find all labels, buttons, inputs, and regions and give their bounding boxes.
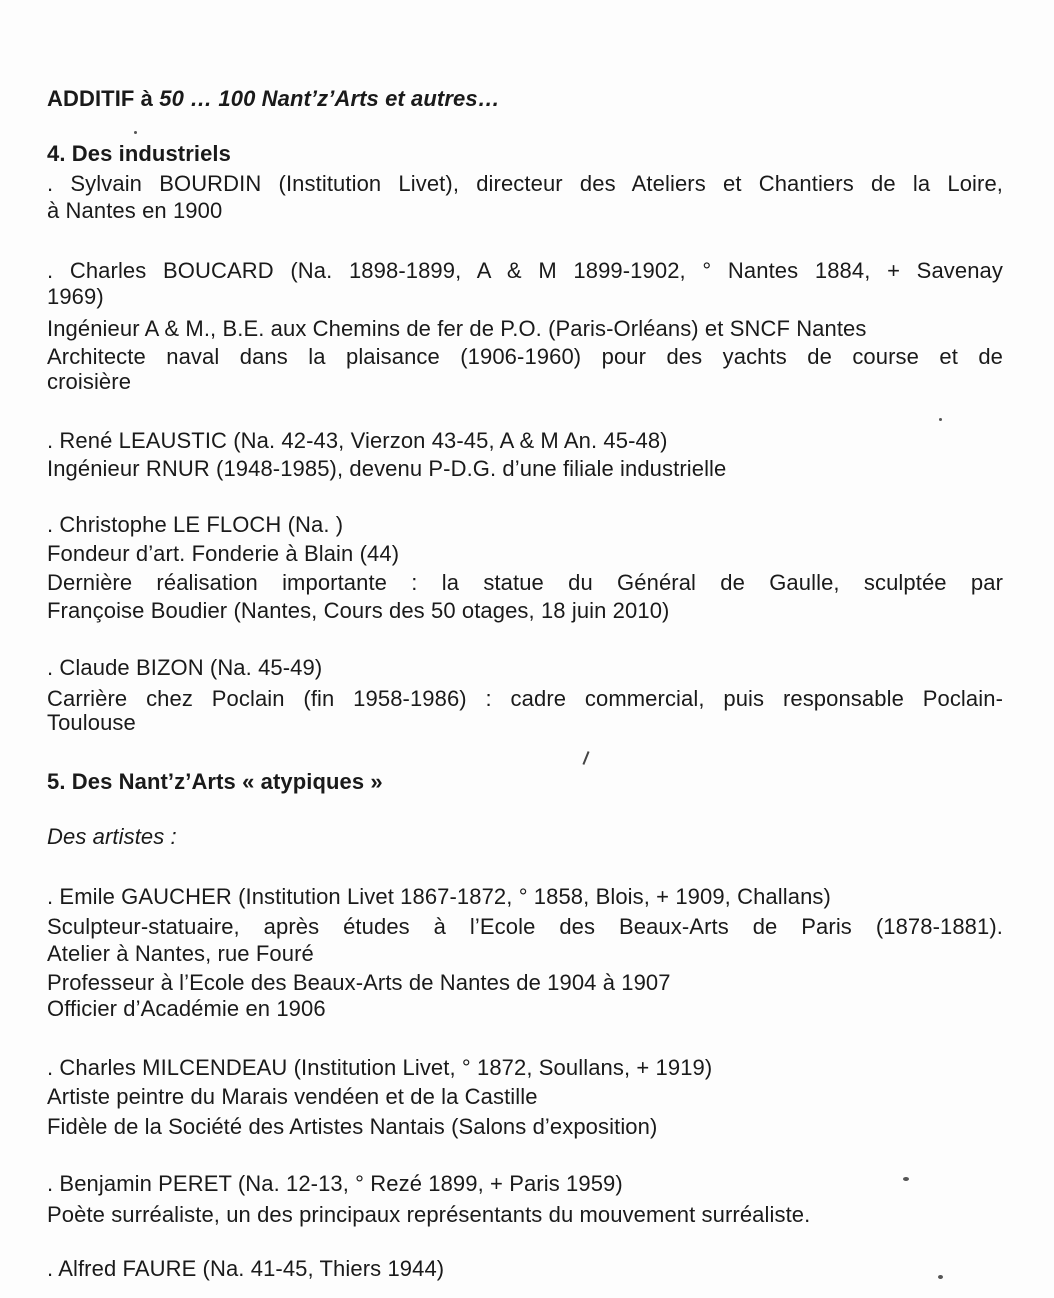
entry-peret-line-1: . Benjamin PERET (Na. 12-13, ° Rezé 1899, + Paris 1959) (47, 1171, 623, 1196)
entry-lefloch-line-2: Fondeur d’art. Fonderie à Blain (44) (47, 541, 400, 566)
entry-bizon-line-3: Toulouse (47, 710, 136, 735)
heading-italic: 50 … 100 Nant’z’Arts et autres… (159, 86, 500, 111)
entry-bourdin-line-1: . Sylvain BOURDIN (Institution Livet), directeur des Ateliers et Chantiers de la Loire, (47, 171, 1003, 196)
entry-leaustic-line-1: . René LEAUSTIC (Na. 42-43, Vierzon 43-45, A & M An. 45-48) (47, 428, 668, 453)
section-5-title: 5. Des Nant’z’Arts « atypiques » (47, 769, 383, 794)
entry-milcendeau-line-3: Fidèle de la Société des Artistes Nantais (Salons d’exposition) (47, 1114, 658, 1139)
scan-speck (134, 131, 137, 134)
entry-gaucher-line-5: Officier d’Académie en 1906 (47, 996, 326, 1021)
entry-faure-line-1: . Alfred FAURE (Na. 41-45, Thiers 1944) (47, 1256, 445, 1281)
entry-leaustic-line-2: Ingénieur RNUR (1948-1985), devenu P-D.G. d’une filiale industrielle (47, 456, 727, 481)
entry-gaucher-line-2: Sculpteur-statuaire, après études à l’Ecole des Beaux-Arts de Paris (1878-1881). (47, 914, 1003, 939)
entry-boucard-line-5: croisière (47, 369, 132, 394)
entry-bizon-line-1: . Claude BIZON (Na. 45-49) (47, 655, 323, 680)
entry-boucard-line-2: 1969) (47, 284, 104, 309)
entry-gaucher-line-3: Atelier à Nantes, rue Fouré (47, 941, 314, 966)
section-4-title: 4. Des industriels (47, 141, 231, 166)
entry-bourdin-line-2: à Nantes en 1900 (47, 198, 223, 223)
scan-speck (939, 418, 942, 421)
entry-boucard-line-1: . Charles BOUCARD (Na. 1898-1899, A & M 1899-1902, ° Nantes 1884, + Savenay (47, 258, 1003, 283)
section-5-subtitle: Des artistes : (47, 824, 177, 849)
entry-lefloch-line-4: Françoise Boudier (Nantes, Cours des 50 otages, 18 juin 2010) (47, 598, 670, 623)
entry-bizon-line-2: Carrière chez Poclain (fin 1958-1986) : cadre commercial, puis responsable Poclain- (47, 686, 1003, 711)
entry-lefloch-line-1: . Christophe LE FLOCH (Na. ) (47, 512, 344, 537)
scan-speck (903, 1177, 909, 1181)
entry-milcendeau-line-2: Artiste peintre du Marais vendéen et de la Castille (47, 1084, 538, 1109)
entry-gaucher-line-4: Professeur à l’Ecole des Beaux-Arts de Nantes de 1904 à 1907 (47, 970, 671, 995)
heading-lead: ADDITIF à (47, 86, 160, 111)
entry-milcendeau-line-1: . Charles MILCENDEAU (Institution Livet, ° 1872, Soullans, + 1919) (47, 1055, 713, 1080)
entry-peret-line-2: Poète surréaliste, un des principaux représentants du mouvement surréaliste. (47, 1202, 811, 1227)
scan-pen-mark (582, 751, 589, 765)
entry-boucard-line-3: Ingénieur A & M., B.E. aux Chemins de fer de P.O. (Paris-Orléans) et SNCF Nantes (47, 316, 867, 341)
scan-speck (938, 1275, 943, 1279)
entry-boucard-line-4: Architecte naval dans la plaisance (1906-1960) pour des yachts de course et de (47, 344, 1003, 369)
entry-gaucher-line-1: . Emile GAUCHER (Institution Livet 1867-1872, ° 1858, Blois, + 1909, Challans) (47, 884, 831, 909)
document-heading (47, 86, 500, 112)
entry-lefloch-line-3: Dernière réalisation importante : la statue du Général de Gaulle, sculptée par (47, 570, 1003, 595)
